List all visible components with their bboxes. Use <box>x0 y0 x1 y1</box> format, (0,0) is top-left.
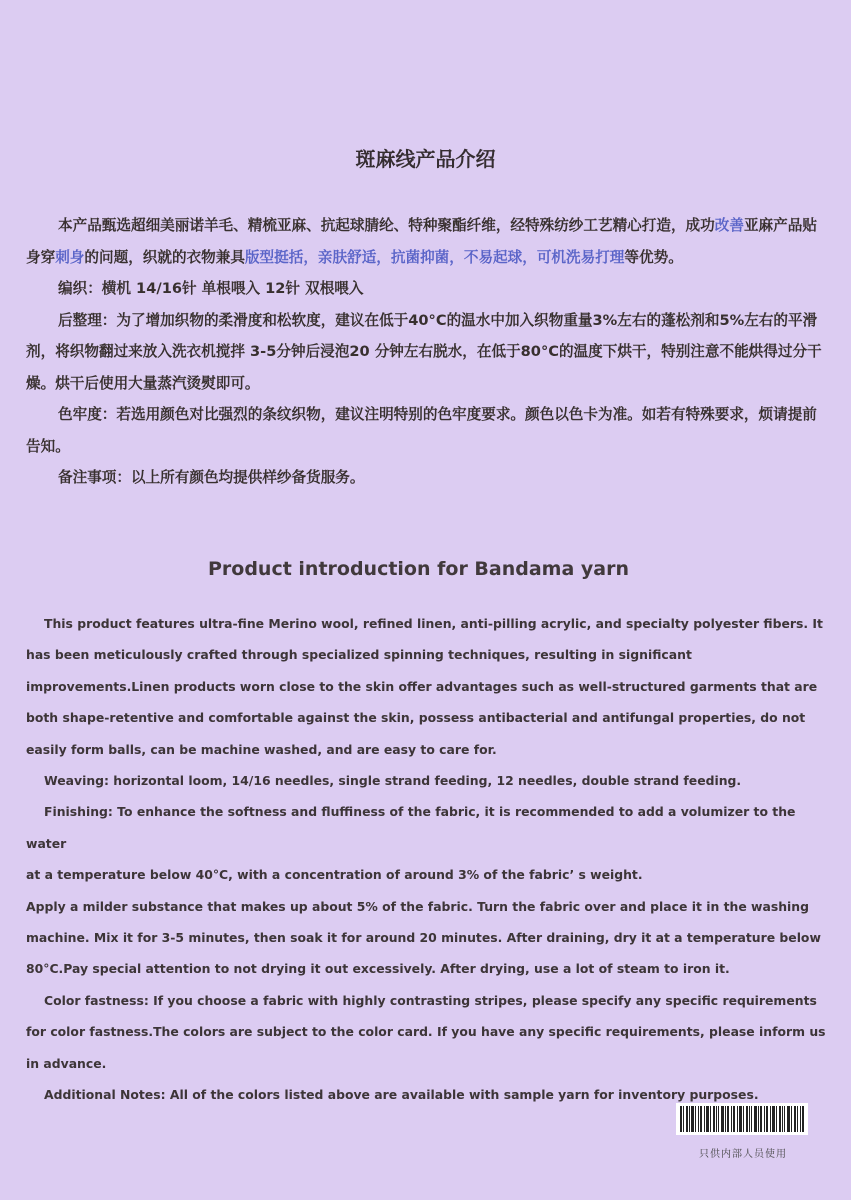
barcode-label: 只供内部人员使用 <box>699 1149 787 1160</box>
zh-intro-text-3: 的问题，织就的衣物兼具 <box>84 248 245 266</box>
en-fastness-paragraph: Color fastness: If you choose a fabric with highly contrasting stripes, please specify any specific requirements for color fastness.The colors are subject to the color card. If you have any specific requirements, please inform us in advance. <box>26 992 826 1071</box>
en-weaving-paragraph: Weaving: horizontal loom, 14/16 needles, single strand feeding, 12 needles, double strand feeding. <box>44 773 742 789</box>
zh-intro-text-2: 亚麻产品贴身穿 <box>26 217 817 266</box>
en-finishing-paragraph-3: Apply a milder substance that makes up about 5% of the fabric. Turn the fabric over and place it in the washing machine. Mix it for 3-5 minutes, then soak it for around 20 minutes. After draining, dry it at a temperature below 80°C.Pay special attention to not drying it out excessively. After drying, use a lot of steam to iron it. <box>26 898 821 977</box>
zh-fastness-paragraph: 色牢度：若选用颜色对比强烈的条纹织物，建议注明特别的色牢度要求。颜色以色卡为准。如若有特殊要求，烦请提前告知。 <box>26 406 817 455</box>
zh-intro-highlight-3: 版型挺括，亲肤舒适，抗菌抑菌，不易起球，可机洗易打理 <box>244 248 625 266</box>
zh-notes-paragraph: 备注事项：以上所有颜色均提供样纱备货服务。 <box>58 469 365 486</box>
barcode-icon <box>680 1106 804 1132</box>
barcode-sticker <box>676 1103 808 1135</box>
zh-intro-text-1: 本产品甄选超细美丽诺羊毛、精梳亚麻、抗起球腈纶、特种聚酯纤维，经特殊纺纱工艺精心打造，成功 <box>58 217 715 234</box>
zh-title: 斑麻线产品介绍 <box>355 147 496 171</box>
zh-intro-paragraph <box>26 210 826 273</box>
zh-body <box>26 210 826 494</box>
en-finishing-paragraph-1: Finishing: To enhance the softness and fluffiness of the fabric, it is recommended to add a volumizer to the water <box>26 804 796 851</box>
en-finishing-paragraph-2: at a temperature below 40°C, with a concentration of around 3% of the fabric’ s weight. <box>26 867 643 883</box>
en-intro-paragraph: This product features ultra-fine Merino wool, refined linen, anti-pilling acrylic, and specialty polyester fibers. It has been meticulously crafted through specialized spinning techniques, resulting in significant improvements.Linen products worn close to the skin offer advantages such as well-structured garments that are both shape-retentive and comfortable against the skin, possess antibacterial and antifungal properties, do not easily form balls, can be machine washed, and are easy to care for. <box>26 616 823 757</box>
zh-intro-text-4: 等优势。 <box>624 248 683 266</box>
zh-intro-highlight-1: 改善 <box>714 217 744 234</box>
en-title: Product introduction for Bandama yarn <box>207 558 630 580</box>
zh-knitting-paragraph: 编织：横机 14/16针 单根喂入 12针 双根喂入 <box>58 280 364 297</box>
zh-finishing-paragraph: 后整理：为了增加织物的柔滑度和松软度，建议在低于40°C的温水中加入织物重量3%左右的蓬松剂和5%左右的平滑剂，将织物翻过来放入洗衣机搅拌 3-5分钟后浸泡20 分钟左右脱水，在低于80°C的温度下烘干，特别注意不能烘得过分干燥。烘干后使用大量蒸汽烫熨即可。 <box>26 311 822 392</box>
en-body <box>26 608 838 1111</box>
en-notes-paragraph: Additional Notes: All of the colors listed above are available with sample yarn for inventory purposes. <box>44 1087 759 1103</box>
zh-intro-highlight-2: 刺身 <box>55 248 85 266</box>
